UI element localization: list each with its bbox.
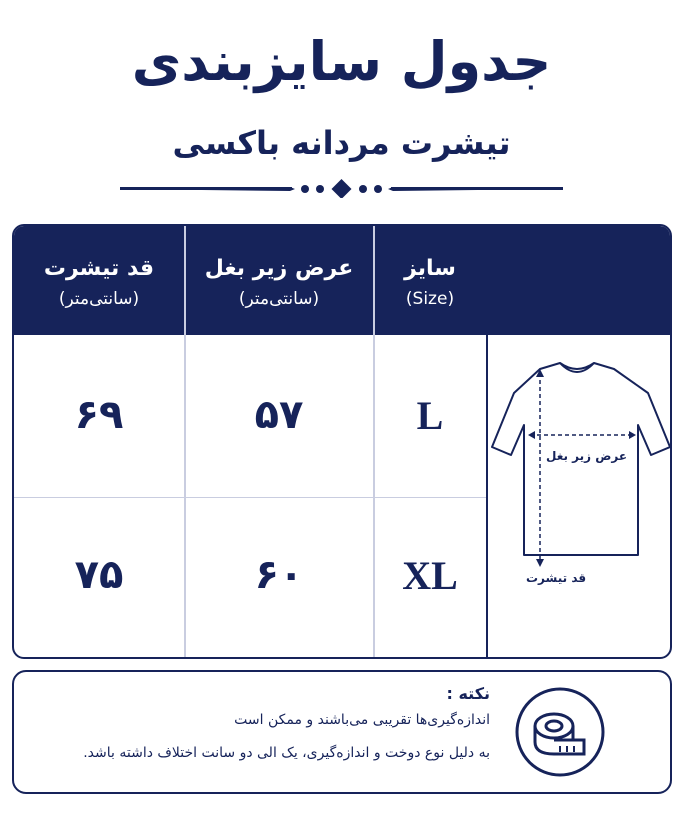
page-title: جدول سایزبندی [131, 30, 552, 93]
note-title: نکته : [446, 684, 490, 703]
row-l-length: ۶۹ [74, 392, 124, 438]
note-line-1: اندازه‌گیری‌ها تقریبی می‌باشند و ممکن است [234, 712, 490, 728]
header-size-label: سایز [404, 256, 456, 281]
measuring-tape-icon [514, 686, 606, 778]
decorative-divider [120, 176, 563, 198]
row-l-size: L [416, 393, 444, 438]
grid-line [14, 497, 486, 498]
diagram-length-label: قد تیشرت [526, 571, 587, 585]
tshirt-diagram-panel [488, 335, 670, 657]
header-length-label: قد تیشرت [43, 256, 155, 281]
header-width [184, 226, 374, 335]
header-size-sub: (Size) [405, 289, 455, 309]
header-width-label: عرض زیر بغل [204, 256, 354, 281]
note-box [12, 670, 672, 794]
header-length [14, 226, 184, 335]
header-length-sub: (سانتی‌متر) [58, 289, 140, 309]
tshirt-diagram [488, 335, 670, 657]
row-xl-size: XL [402, 553, 458, 598]
diagram-width-label: عرض زیر بغل [546, 449, 628, 463]
note-line-2: به دلیل نوع دوخت و اندازه‌گیری، یک الی دو سانت اختلاف داشته باشد. [83, 745, 490, 761]
row-xl-length: ۷۵ [74, 552, 124, 598]
page-subtitle: تیشرت مردانه باکسی [172, 124, 511, 162]
header-size [374, 226, 486, 335]
row-l-width: ۵۷ [254, 392, 304, 438]
header-width-sub: (سانتی‌متر) [238, 289, 320, 309]
row-xl-width: ۶۰ [254, 552, 304, 598]
size-table [12, 224, 672, 659]
